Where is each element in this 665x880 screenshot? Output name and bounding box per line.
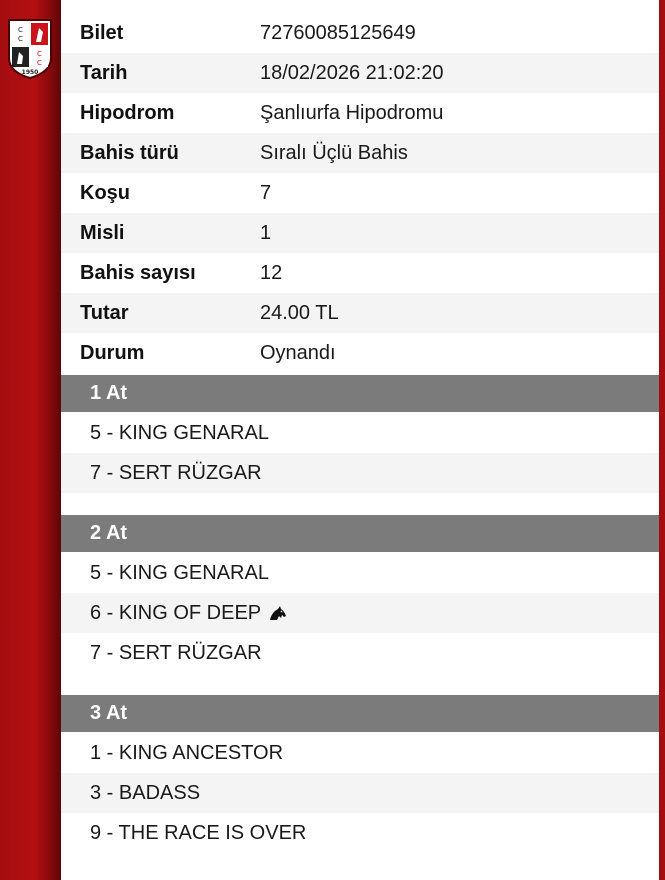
club-crest-logo	[6, 18, 54, 80]
info-value: 72760085125649	[260, 22, 416, 44]
info-label: Bilet	[80, 22, 124, 44]
svg-text:C: C	[37, 50, 42, 58]
info-label: Koşu	[80, 182, 130, 204]
info-label: Tarih	[80, 62, 128, 84]
svg-text:C: C	[18, 26, 23, 34]
info-value: 12	[260, 262, 283, 284]
svg-text:C: C	[37, 59, 42, 67]
info-value: 7	[260, 182, 272, 204]
info-label: Tutar	[80, 302, 129, 324]
horse-row	[61, 813, 659, 853]
info-value: 18/02/2026 21:02:20	[260, 62, 444, 84]
leg-title: 3 At	[90, 702, 128, 724]
horse-row	[61, 453, 659, 493]
horse-name: 7 - SERT RÜZGAR	[90, 642, 262, 664]
info-value: Oynandı	[260, 342, 336, 364]
leg-header-3	[61, 695, 659, 732]
horse-name: 5 - KING GENARAL	[90, 562, 269, 584]
ticket-detail-panel	[61, 0, 659, 880]
info-label: Durum	[80, 342, 145, 364]
horse-row	[61, 593, 659, 633]
info-row-misli	[61, 213, 659, 253]
leg-header-2	[61, 515, 659, 552]
horse-name: 9 - THE RACE IS OVER	[90, 822, 307, 844]
info-label: Bahis sayısı	[80, 262, 196, 284]
info-value: 24.00 TL	[260, 302, 339, 324]
horse-row	[61, 413, 659, 453]
leg-header-1	[61, 375, 659, 412]
horse-name: 7 - SERT RÜZGAR	[90, 462, 262, 484]
left-sidebar	[0, 0, 61, 880]
logo-year: 1950	[21, 69, 39, 76]
horse-row	[61, 733, 659, 773]
info-row-kosu	[61, 173, 659, 213]
info-row-bilet	[61, 13, 659, 53]
svg-text:C: C	[18, 35, 23, 43]
horse-row	[61, 773, 659, 813]
info-row-tutar	[61, 293, 659, 333]
right-edge-bar	[659, 0, 665, 880]
horse-name: 1 - KING ANCESTOR	[90, 742, 284, 764]
info-value: 1	[260, 222, 272, 244]
leg-title: 2 At	[90, 522, 128, 544]
horse-head-icon	[269, 605, 287, 621]
info-value: Sıralı Üçlü Bahis	[260, 142, 408, 164]
info-row-hipodrom	[61, 93, 659, 133]
leg-title: 1 At	[90, 382, 128, 404]
info-row-bahis-turu	[61, 133, 659, 173]
horse-row	[61, 633, 659, 673]
info-label: Bahis türü	[80, 142, 179, 164]
info-row-bahis-sayisi	[61, 253, 659, 293]
horse-name: 3 - BADASS	[90, 782, 201, 804]
info-value: Şanlıurfa Hipodromu	[260, 102, 444, 124]
info-label: Misli	[80, 222, 125, 244]
horse-name: 6 - KING OF DEEP	[90, 602, 262, 624]
info-row-tarih	[61, 53, 659, 93]
horse-row	[61, 553, 659, 593]
info-label: Hipodrom	[80, 102, 175, 124]
horse-name: 5 - KING GENARAL	[90, 422, 269, 444]
info-row-durum	[61, 333, 659, 373]
